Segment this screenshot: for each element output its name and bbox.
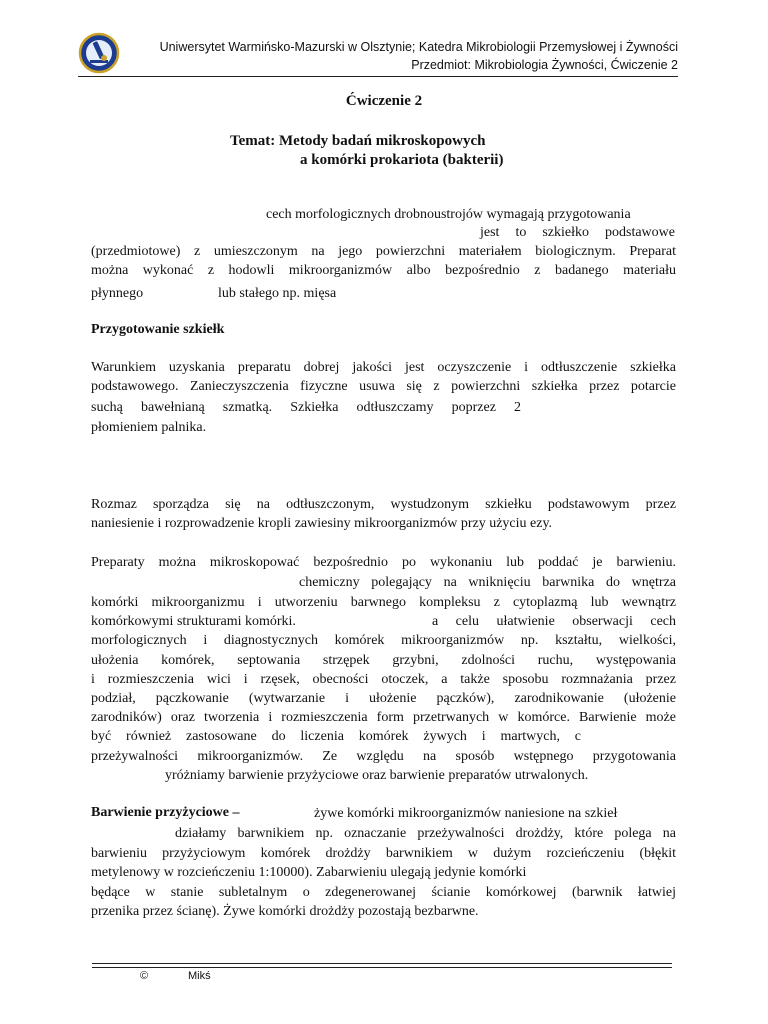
footer-divider	[92, 967, 672, 968]
university-logo-icon	[78, 32, 120, 74]
para5-line: barwieniu przyżyciowym komórek drożdży barwnikiem w dużym rozcieńczeniu (błękit	[91, 846, 676, 861]
para4-line: ułożenia komórek, septowania strzępek grzybni, zdolności ruchu, występowania	[91, 653, 676, 668]
topic-line-1: Temat: Metody badań mikroskopowych	[230, 133, 486, 149]
para4-line: komórkowymi strukturami komórki.	[91, 614, 296, 629]
para4-line: i rozmieszczenia wici i rzęsek, obecności otoczek, a także sposobu rozmnażania przez	[91, 672, 676, 687]
para2-line: Warunkiem uzyskania preparatu dobrej jakości jest oczyszczenie i odtłuszczenie szkiełka	[91, 360, 676, 375]
para4-line: a celu ułatwienie obserwacji cech	[432, 614, 676, 629]
page-title: Ćwiczenie 2	[345, 93, 423, 109]
header-subject: Przedmiot: Mikrobiologia Żywności, Ćwiczenie 2	[411, 58, 678, 72]
para4-line: podział, pączkowanie (wytwarzanie i ułożenie pączków), zarodnikowanie (ułożenie	[91, 691, 676, 706]
para4-line: yróżniamy barwienie przyżyciowe oraz barwienie preparatów utrwalonych.	[165, 768, 589, 783]
para1-line: płynnego	[91, 286, 144, 301]
page-header	[78, 30, 678, 72]
para4-line: zarodników) oraz tworzenia i rozmieszczenia form przetrwanych w komórce. Barwienie może	[91, 710, 676, 725]
para4-line: Preparaty można mikroskopować bezpośrednio po wykonaniu lub poddać je barwieniu.	[91, 555, 676, 570]
para2-line: podstawowego. Zanieczyszczenia fizyczne usuwa się z powierzchni szkiełka przez potarcie	[91, 379, 676, 394]
para2-line: płomieniem palnika.	[91, 420, 207, 435]
para3-line: naniesienie i rozprowadzenie kropli zawiesiny mikroorganizmów przy użyciu ezy.	[91, 516, 553, 531]
para1-line: (przedmiotowe) z umieszczonym na jego powierzchni materiałem biologicznym. Preparat	[91, 244, 676, 259]
section-heading: Barwienie przyżyciowe –	[91, 805, 240, 820]
para5-line: przenika przez ścianę). Żywe komórki drożdży pozostają bezbarwne.	[91, 904, 479, 919]
para4-line: morfologicznych i diagnostycznych komórek mikroorganizmów np. kształtu, wielkości,	[91, 633, 676, 648]
para4-line: być również zastosowane do liczenia komórek żywych i martwych, c	[91, 729, 581, 744]
para5-line: będące w stanie subletalnym o zdegenerowanej ścianie komórkowej (barwnik łatwiej	[91, 885, 676, 900]
para4-line: przeżywalności mikroorganizmów. Ze względu na sposób wstępnego przygotowania	[91, 749, 676, 764]
para5-line: metylenowy w rozcieńczeniu 1:10000). Zabarwieniu ulegają jedynie komórki	[91, 865, 527, 880]
para4-line: komórki mikroorganizmu i utworzeniu barwnego kompleksu z cytoplazmą lub wewnątrz	[91, 595, 676, 610]
para1-line: jest to szkiełko podstawowe	[480, 225, 675, 240]
section-heading: Przygotowanie szkiełk	[91, 322, 225, 337]
para1-line: można wykonać z hodowli mikroorganizmów albo bezpośrednio z badanego materiału	[91, 263, 676, 278]
topic-line-2: a komórki prokariota (bakterii)	[300, 152, 504, 168]
para5-line: żywe komórki mikroorganizmów naniesione na szkieł	[314, 806, 618, 821]
para1-line: cech morfologicznych drobnoustrojów wymagają przygotowania	[266, 207, 631, 222]
para1-line: lub stałego np. mięsa	[218, 286, 337, 301]
footer-copyright: ©	[140, 970, 149, 982]
para5-line: działamy barwnikiem np. oznaczanie przeżywalności drożdży, które polega na	[175, 826, 676, 841]
header-institution: Uniwersytet Warmińsko-Mazurski w Olsztynie; Katedra Mikrobiologii Przemysłowej i Żywności	[159, 40, 678, 54]
para4-line: chemiczny polegający na wniknięciu barwnika do wnętrza	[299, 575, 676, 590]
para3-line: Rozmaz sporządza się na odtłuszczonym, wystudzonym szkiełku podstawowym przez	[91, 497, 676, 512]
para2-line: suchą bawełnianą szmatką. Szkiełka odtłuszczamy poprzez 2	[91, 400, 521, 415]
footer-author: Mikś	[188, 970, 211, 982]
footer-divider	[92, 963, 672, 964]
header-divider	[78, 76, 678, 77]
